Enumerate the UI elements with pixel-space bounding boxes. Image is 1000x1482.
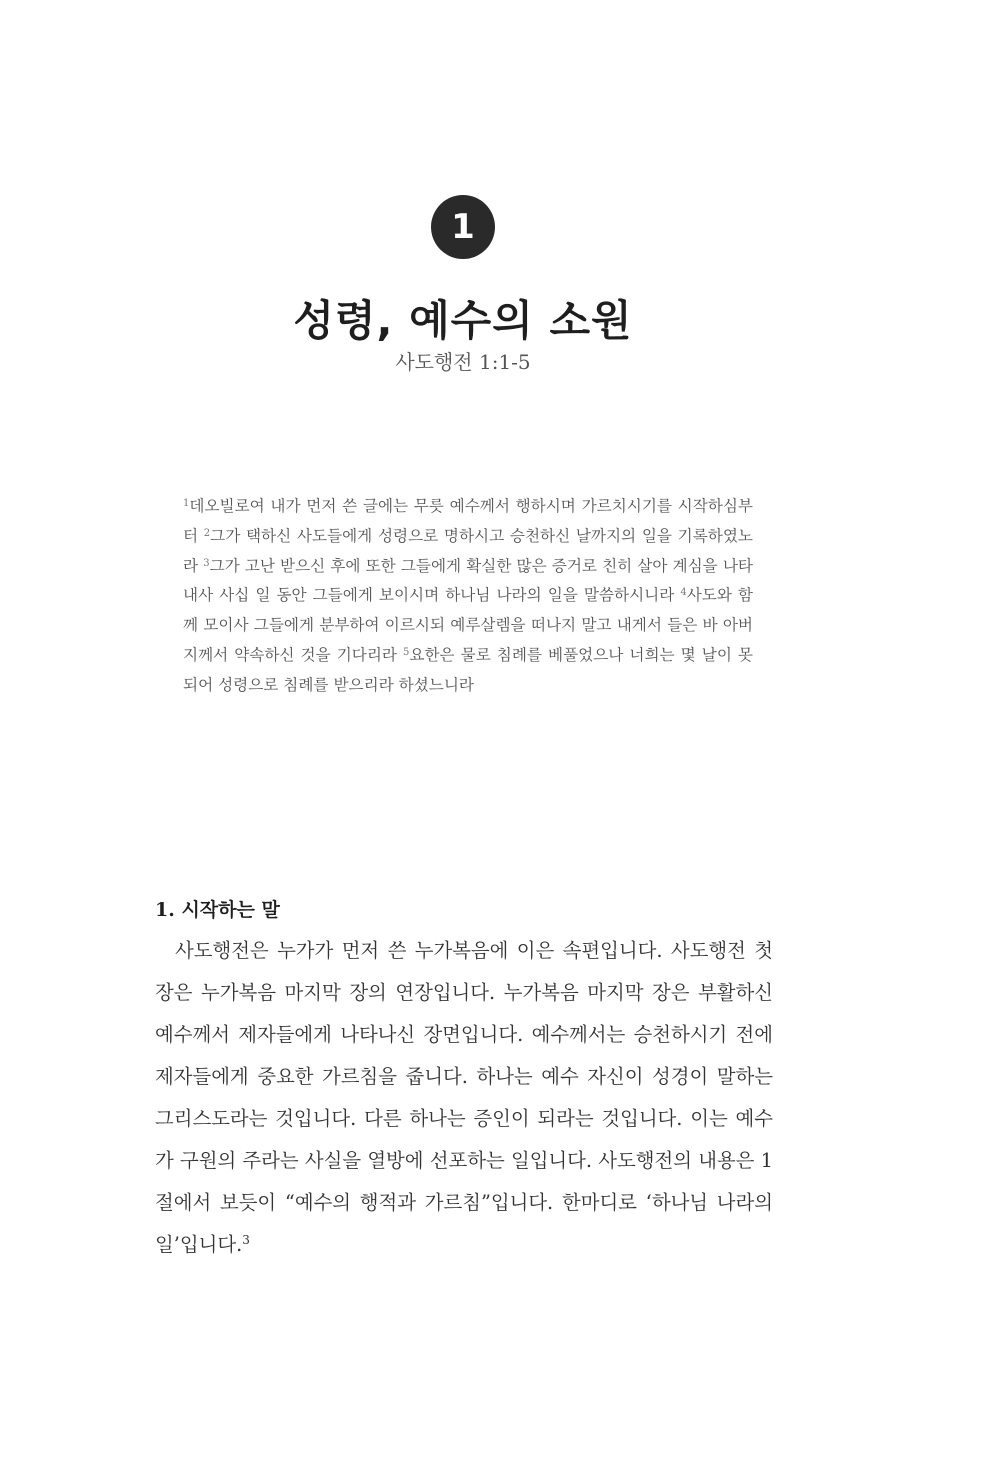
verse-number: 2 bbox=[203, 527, 211, 539]
verse-text: 사도와 함께 모이사 그들에게 분부하여 이르시되 예루살렘을 떠나지 말고 내게서 들은 바 아버지께서 약속하신 것을 기다리라 bbox=[183, 586, 753, 664]
section-heading: 1. 시작하는 말 bbox=[155, 899, 280, 921]
verse-text: 요한은 물로 침례를 베풀었으나 너희는 몇 날이 못되어 성령으로 침례를 받으리라 하셨느니라 bbox=[183, 645, 753, 694]
scripture-reference: 사도행전 1:1-5 bbox=[395, 350, 531, 374]
verse-text: 그가 택하신 사도들에게 성령으로 명하시고 승천하신 날까지의 일을 기록하였노라 bbox=[183, 526, 753, 575]
chapter-title: 성령, 예수의 소원 bbox=[293, 296, 633, 345]
verse-text: 그가 고난 받으신 후에 또한 그들에게 확실한 많은 증거로 친히 살아 계심을 나타내사 사십 일 동안 그들에게 보이시며 하나님 나라의 일을 말씀하시니라 bbox=[183, 556, 753, 605]
scripture-passage bbox=[183, 492, 753, 701]
verse-number: 5 bbox=[403, 646, 410, 658]
verse-number: 1 bbox=[183, 498, 190, 509]
verse-number: 3 bbox=[203, 557, 210, 569]
chapter-number-badge: 1 bbox=[431, 195, 495, 259]
body-paragraph bbox=[155, 930, 773, 1266]
verse-text: 데오빌로여 내가 먼저 쓴 글에는 무릇 예수께서 행하시며 가르치시기를 시작하심부터 bbox=[183, 497, 753, 545]
body-paragraph-text: 사도행전은 누가가 먼저 쓴 누가복음에 이은 속편입니다. 사도행전 첫 장은 누가복음 마지막 장의 연장입니다. 누가복음 마지막 장은 부활하신 예수께서 제자들에게 나타나신 장면입니다. 예수께서는 승천하시기 전에 제자들에게 중요한 가르침을 줍니다. 하나는 예수 자신이 성경이 말하는 그리스도라는 것입니다. 다른 하나는 증인이 되라는 것입니다. 이는 예수가 구원의 주라는 사실을 열방에 선포하는 일입니다. 사도행전의 내용은 1절에서 보듯이 “예수의 행적과 가르침”입니다. 한마디로 ‘하나님 나라의 일’입니다. bbox=[155, 939, 773, 1256]
verse-number: 4 bbox=[680, 587, 687, 599]
footnote-marker: 3 bbox=[242, 1233, 250, 1247]
